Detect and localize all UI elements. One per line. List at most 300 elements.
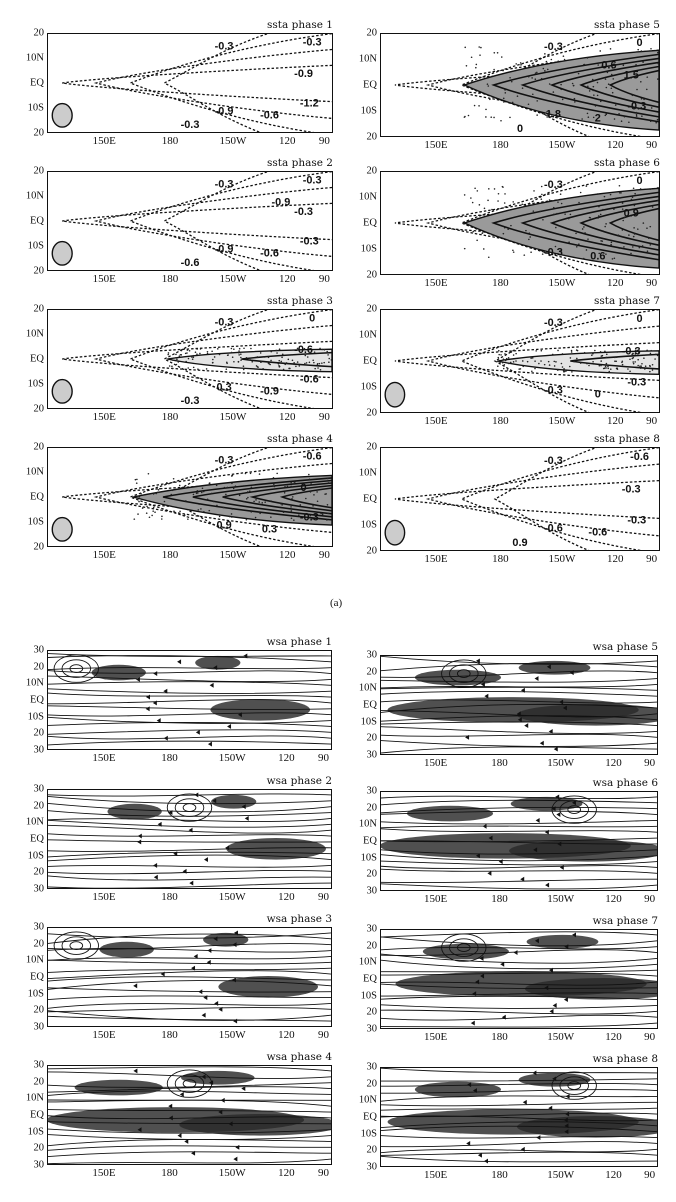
streamline bbox=[381, 1149, 657, 1152]
stipple-dot bbox=[173, 478, 175, 480]
stipple-dot bbox=[547, 69, 549, 71]
stipple-dot bbox=[494, 188, 496, 190]
stipple-dot bbox=[209, 482, 211, 484]
y-tick-label: 20 bbox=[33, 541, 44, 553]
stipple-dot bbox=[200, 348, 202, 350]
streamline-map bbox=[381, 792, 657, 890]
stipple-dot bbox=[319, 348, 321, 350]
streamline-arrow bbox=[483, 824, 487, 829]
stipple-dot bbox=[316, 491, 318, 493]
y-tick-label: EQ bbox=[30, 353, 44, 365]
stipple-dot bbox=[528, 239, 530, 241]
stipple-dot bbox=[611, 87, 613, 89]
ssta-panel bbox=[25, 19, 333, 147]
x-tick-label: 180 bbox=[161, 273, 179, 285]
stipple-dot bbox=[580, 192, 582, 194]
stipple-dot bbox=[637, 228, 639, 230]
stipple-dot bbox=[605, 78, 607, 80]
y-tick-label: 10N bbox=[358, 1094, 377, 1106]
stipple-dot bbox=[551, 59, 553, 61]
stipple-dot bbox=[655, 354, 657, 356]
stipple-dot bbox=[231, 513, 233, 515]
contour-value-label: -0.3 bbox=[180, 395, 200, 408]
contour-value-label: 0 bbox=[594, 388, 601, 401]
stipple-dot bbox=[166, 482, 168, 484]
stipple-dot bbox=[575, 196, 577, 198]
stipple-dot bbox=[553, 214, 555, 216]
y-tick-label: 30 bbox=[366, 1161, 377, 1173]
negative-contour bbox=[395, 481, 659, 519]
stipple-dot bbox=[649, 244, 651, 246]
wsa-panel bbox=[358, 1053, 658, 1181]
streamline bbox=[48, 870, 331, 873]
x-tick-label: 150W bbox=[547, 893, 575, 905]
stipple-dot bbox=[306, 362, 308, 364]
stipple-dot bbox=[587, 238, 589, 240]
streamline bbox=[48, 956, 331, 960]
stipple-dot bbox=[577, 350, 579, 352]
contour-value-label: 0.9 bbox=[623, 207, 639, 220]
stipple-dot bbox=[464, 248, 466, 250]
y-tick-label: EQ bbox=[363, 79, 377, 91]
stipple-dot bbox=[584, 352, 586, 354]
stipple-dot bbox=[257, 356, 259, 358]
stipple-dot bbox=[284, 486, 286, 488]
wsa-plot-area bbox=[380, 1067, 658, 1167]
contour-value-label: 1.8 bbox=[545, 108, 561, 121]
y-tick-label: 10N bbox=[25, 190, 44, 202]
stipple-dot bbox=[560, 84, 562, 86]
stipple-dot bbox=[657, 200, 659, 202]
stipple-dot bbox=[493, 52, 495, 54]
streamline bbox=[381, 1068, 657, 1073]
stipple-dot bbox=[282, 354, 284, 356]
panel-title: ssta phase 2 bbox=[267, 157, 333, 169]
stipple-dot bbox=[531, 370, 533, 372]
stipple-dot bbox=[588, 116, 590, 118]
stipple-dot bbox=[533, 210, 535, 212]
stipple-dot bbox=[276, 473, 278, 475]
stipple-dot bbox=[576, 246, 578, 248]
stipple-dot bbox=[589, 56, 591, 58]
x-tick-label: 120 bbox=[278, 752, 295, 764]
streamline-arrow bbox=[137, 839, 141, 844]
stipple-dot bbox=[522, 366, 524, 368]
streamline bbox=[381, 1142, 657, 1147]
stipple-dot bbox=[247, 491, 249, 493]
stipple-dot bbox=[293, 362, 295, 364]
stipple-dot bbox=[522, 87, 524, 89]
stipple-dot bbox=[216, 485, 218, 487]
stipple-dot bbox=[512, 201, 514, 203]
stipple-dot bbox=[633, 363, 635, 365]
stipple-dot bbox=[569, 366, 571, 368]
stipple-dot bbox=[600, 101, 602, 103]
streamline-arrow bbox=[133, 983, 137, 988]
stipple-dot bbox=[560, 89, 562, 91]
stipple-dot bbox=[657, 355, 659, 357]
stipple-dot bbox=[280, 361, 282, 363]
stipple-dot bbox=[632, 95, 634, 97]
streamline-arrow bbox=[540, 741, 544, 746]
stipple-dot bbox=[541, 350, 543, 352]
x-tick-label: 150E bbox=[92, 1167, 116, 1179]
stipple-dot bbox=[233, 488, 235, 490]
y-tick-label: 20 bbox=[366, 732, 377, 744]
stipple-dot bbox=[592, 79, 594, 81]
stipple-dot bbox=[197, 368, 199, 370]
stipple-dot bbox=[613, 208, 615, 210]
y-tick-label: 30 bbox=[366, 885, 377, 897]
stipple-dot bbox=[158, 489, 160, 491]
y-tick-label: 20 bbox=[33, 727, 44, 739]
stippled-region bbox=[52, 380, 72, 404]
stipple-dot bbox=[643, 222, 645, 224]
wsa-panel bbox=[25, 1051, 332, 1179]
stipple-dot bbox=[595, 105, 597, 107]
stipple-dot bbox=[259, 473, 261, 475]
stipple-dot bbox=[490, 116, 492, 118]
stipple-dot bbox=[563, 370, 565, 372]
stipple-dot bbox=[629, 370, 631, 372]
streamline bbox=[48, 682, 331, 686]
stipple-dot bbox=[597, 64, 599, 66]
stipple-dot bbox=[286, 362, 288, 364]
stipple-dot bbox=[224, 487, 226, 489]
stipple-dot bbox=[326, 351, 328, 353]
stipple-dot bbox=[309, 479, 311, 481]
stipple-dot bbox=[592, 361, 594, 363]
stipple-dot bbox=[257, 366, 259, 368]
streamline-map bbox=[48, 651, 331, 749]
panel-title: ssta phase 8 bbox=[594, 433, 660, 445]
streamline bbox=[381, 826, 657, 828]
y-tick-label: EQ bbox=[363, 835, 377, 847]
stipple-dot bbox=[657, 78, 659, 80]
stipple-dot bbox=[562, 353, 564, 355]
y-tick-label: 20 bbox=[33, 866, 44, 878]
streamline bbox=[48, 1152, 331, 1157]
stipple-dot bbox=[600, 214, 602, 216]
vortex-streamline bbox=[167, 794, 211, 821]
streamline bbox=[48, 1135, 331, 1140]
stipple-dot bbox=[246, 357, 248, 359]
y-tick-label: 20 bbox=[33, 165, 44, 177]
y-tick-label: 10S bbox=[27, 1126, 44, 1138]
stipple-dot bbox=[327, 504, 329, 506]
x-tick-label: 90 bbox=[644, 1169, 656, 1181]
y-tick-label: EQ bbox=[363, 217, 377, 229]
stipple-dot bbox=[620, 197, 622, 199]
x-tick-label: 90 bbox=[317, 1167, 329, 1179]
stipple-dot bbox=[508, 357, 510, 359]
stipple-dot bbox=[510, 362, 512, 364]
streamline-arrow bbox=[535, 676, 539, 681]
stipple-dot bbox=[532, 357, 534, 359]
ssta-plot-area bbox=[380, 447, 660, 551]
streamline-arrow bbox=[208, 742, 212, 747]
stipple-dot bbox=[322, 514, 324, 516]
stipple-dot bbox=[544, 364, 546, 366]
x-tick-label: 90 bbox=[317, 891, 329, 903]
stipple-dot bbox=[574, 101, 576, 103]
stipple-dot bbox=[521, 203, 523, 205]
stipple-dot bbox=[528, 87, 530, 89]
stipple-dot bbox=[274, 486, 276, 488]
stipple-dot bbox=[148, 473, 150, 475]
streamline-arrow bbox=[550, 1009, 554, 1014]
stipple-dot bbox=[480, 47, 482, 49]
x-tick-label: 150E bbox=[424, 139, 448, 151]
stipple-dot bbox=[622, 364, 624, 366]
stipple-dot bbox=[513, 354, 515, 356]
ssta-plot-area bbox=[47, 171, 333, 271]
y-tick-label: 20 bbox=[366, 269, 377, 281]
x-tick-label: 150E bbox=[92, 273, 116, 285]
stipple-dot bbox=[264, 356, 266, 358]
stipple-dot bbox=[646, 227, 648, 229]
stipple-dot bbox=[600, 360, 602, 362]
stipple-dot bbox=[612, 78, 614, 80]
y-tick-label: 20 bbox=[366, 1078, 377, 1090]
stipple-dot bbox=[309, 362, 311, 364]
stipple-dot bbox=[628, 121, 630, 123]
stipple-dot bbox=[243, 369, 245, 371]
stipple-dot bbox=[278, 365, 280, 367]
stipple-dot bbox=[528, 103, 530, 105]
stipple-dot bbox=[593, 363, 595, 365]
streamline-arrow bbox=[536, 818, 540, 823]
stipple-dot bbox=[599, 365, 601, 367]
stipple-dot bbox=[598, 206, 600, 208]
stipple-dot bbox=[290, 506, 292, 508]
stipple-dot bbox=[493, 69, 495, 71]
stipple-dot bbox=[317, 367, 319, 369]
stipple-dot bbox=[251, 361, 253, 363]
x-tick-label: 90 bbox=[644, 1031, 656, 1043]
stipple-dot bbox=[292, 360, 294, 362]
streamline bbox=[381, 796, 657, 798]
contour-value-label: -0.3 bbox=[299, 235, 319, 248]
stipple-dot bbox=[167, 354, 169, 356]
panel-title: wsa phase 4 bbox=[266, 1051, 332, 1063]
stipple-dot bbox=[630, 253, 632, 255]
stipple-dot bbox=[149, 516, 151, 518]
stipple-dot bbox=[640, 365, 642, 367]
stipple-dot bbox=[485, 116, 487, 118]
stipple-dot bbox=[319, 363, 321, 365]
x-tick-label: 150W bbox=[218, 1029, 246, 1041]
stipple-dot bbox=[269, 362, 271, 364]
stipple-dot bbox=[634, 193, 636, 195]
stipple-dot bbox=[233, 348, 235, 350]
x-tick-label: 150W bbox=[547, 757, 575, 769]
stippled-region bbox=[52, 242, 72, 266]
streamline bbox=[48, 865, 331, 867]
y-tick-label: 10N bbox=[358, 53, 377, 65]
stipple-dot bbox=[288, 359, 290, 361]
contour-value-label: -0.3 bbox=[214, 454, 234, 467]
stipple-dot bbox=[203, 491, 205, 493]
y-tick-label: 20 bbox=[33, 441, 44, 453]
wsa-panel bbox=[358, 777, 658, 905]
stipple-dot bbox=[552, 354, 554, 356]
stipple-dot bbox=[632, 361, 634, 363]
stipple-dot bbox=[523, 254, 525, 256]
stipple-dot bbox=[517, 207, 519, 209]
stipple-dot bbox=[637, 359, 639, 361]
wsa-panel bbox=[358, 641, 658, 769]
stipple-dot bbox=[541, 194, 543, 196]
streamline-arrow bbox=[153, 671, 157, 676]
stipple-dot bbox=[136, 479, 138, 481]
stipple-dot bbox=[135, 479, 137, 481]
y-tick-label: 20 bbox=[366, 666, 377, 678]
panel-title: ssta phase 3 bbox=[267, 295, 333, 307]
contour-value-label: -0.3 bbox=[627, 376, 647, 389]
y-tick-label: 10N bbox=[358, 956, 377, 968]
stipple-dot bbox=[606, 363, 608, 365]
stipple-dot bbox=[328, 482, 330, 484]
stipple-dot bbox=[586, 185, 588, 187]
stipple-dot bbox=[502, 186, 504, 188]
x-tick-label: 150E bbox=[92, 411, 116, 423]
stipple-dot bbox=[535, 78, 537, 80]
stipple-dot bbox=[568, 241, 570, 243]
streamline-arrow bbox=[153, 700, 157, 705]
stipple-dot bbox=[583, 226, 585, 228]
stipple-dot bbox=[553, 91, 555, 93]
stipple-dot bbox=[605, 223, 607, 225]
stipple-dot bbox=[632, 246, 634, 248]
stipple-dot bbox=[249, 490, 251, 492]
stipple-dot bbox=[652, 206, 654, 208]
stipple-dot bbox=[225, 494, 227, 496]
streamline-arrow bbox=[154, 875, 158, 880]
stipple-dot bbox=[212, 362, 214, 364]
panel-title: wsa phase 3 bbox=[266, 913, 332, 925]
stipple-dot bbox=[229, 516, 231, 518]
contour-value-label: -0.3 bbox=[543, 384, 563, 397]
ssta-panel bbox=[358, 295, 660, 427]
stipple-dot bbox=[539, 211, 541, 213]
stipple-dot bbox=[168, 352, 170, 354]
stipple-dot bbox=[245, 473, 247, 475]
stipple-dot bbox=[284, 492, 286, 494]
stipple-dot bbox=[507, 228, 509, 230]
y-tick-label: 20 bbox=[33, 403, 44, 415]
stipple-dot bbox=[238, 361, 240, 363]
stipple-dot bbox=[479, 54, 481, 56]
stipple-dot bbox=[291, 517, 293, 519]
stipple-dot bbox=[142, 507, 144, 509]
stipple-dot bbox=[618, 234, 620, 236]
y-tick-label: EQ bbox=[363, 355, 377, 367]
stipple-dot bbox=[578, 243, 580, 245]
y-tick-label: 20 bbox=[33, 1142, 44, 1154]
stipple-dot bbox=[321, 362, 323, 364]
stipple-dot bbox=[291, 498, 293, 500]
stipple-dot bbox=[324, 349, 326, 351]
streamline bbox=[48, 1011, 331, 1021]
y-tick-label: 30 bbox=[366, 785, 377, 797]
panel-title: wsa phase 5 bbox=[592, 641, 658, 653]
y-tick-label: EQ bbox=[30, 694, 44, 706]
stipple-dot bbox=[199, 353, 201, 355]
stipple-dot bbox=[640, 188, 642, 190]
stipple-dot bbox=[642, 245, 644, 247]
y-tick-label: 20 bbox=[366, 165, 377, 177]
shaded-wind-region bbox=[107, 804, 161, 820]
stipple-dot bbox=[529, 236, 531, 238]
stipple-dot bbox=[605, 357, 607, 359]
stipple-dot bbox=[489, 99, 491, 101]
y-tick-label: 10S bbox=[27, 711, 44, 723]
contour-value-label: -1.2 bbox=[299, 97, 319, 110]
y-tick-label: 20 bbox=[366, 441, 377, 453]
stipple-dot bbox=[564, 59, 566, 61]
streamline bbox=[48, 1008, 331, 1012]
stipple-dot bbox=[615, 198, 617, 200]
contour-value-label: -0.3 bbox=[302, 174, 322, 187]
stipple-dot bbox=[507, 369, 509, 371]
contour-value-label: 0 bbox=[636, 37, 643, 50]
stipple-dot bbox=[295, 366, 297, 368]
stipple-dot bbox=[312, 505, 314, 507]
ssta-panel bbox=[25, 157, 333, 285]
stipple-dot bbox=[652, 364, 654, 366]
stipple-dot bbox=[464, 116, 466, 118]
y-tick-label: 20 bbox=[33, 1004, 44, 1016]
stipple-dot bbox=[321, 349, 323, 351]
stipple-dot bbox=[650, 350, 652, 352]
stipple-dot bbox=[278, 360, 280, 362]
y-tick-label: 20 bbox=[366, 303, 377, 315]
stipple-dot bbox=[557, 350, 559, 352]
streamline bbox=[48, 960, 331, 964]
stipple-dot bbox=[137, 513, 139, 515]
stipple-dot bbox=[592, 90, 594, 92]
x-tick-label: 150W bbox=[548, 277, 576, 289]
x-tick-label: 150E bbox=[423, 893, 448, 905]
x-tick-label: 120 bbox=[606, 553, 624, 565]
stipple-dot bbox=[264, 501, 266, 503]
stipple-dot bbox=[226, 363, 228, 365]
stipple-dot bbox=[597, 82, 599, 84]
stipple-dot bbox=[292, 496, 294, 498]
stipple-dot bbox=[503, 98, 505, 100]
y-tick-label: 20 bbox=[33, 265, 44, 277]
streamline bbox=[381, 1152, 657, 1155]
streamline-arrow bbox=[202, 1013, 206, 1018]
stipple-dot bbox=[472, 231, 474, 233]
x-tick-label: 150E bbox=[92, 549, 116, 561]
streamline-arrow bbox=[521, 1147, 525, 1152]
stipple-dot bbox=[217, 348, 219, 350]
wsa-plot-area bbox=[380, 791, 658, 891]
x-tick-label: 90 bbox=[317, 1029, 329, 1041]
stipple-dot bbox=[650, 48, 652, 50]
stipple-dot bbox=[549, 364, 551, 366]
stipple-dot bbox=[570, 357, 572, 359]
contour-value-label: -0.3 bbox=[543, 317, 563, 330]
stipple-dot bbox=[197, 490, 199, 492]
stipple-dot bbox=[179, 355, 181, 357]
stipple-dot bbox=[146, 506, 148, 508]
stipple-dot bbox=[201, 492, 203, 494]
stipple-dot bbox=[504, 193, 506, 195]
x-tick-label: 90 bbox=[644, 757, 656, 769]
